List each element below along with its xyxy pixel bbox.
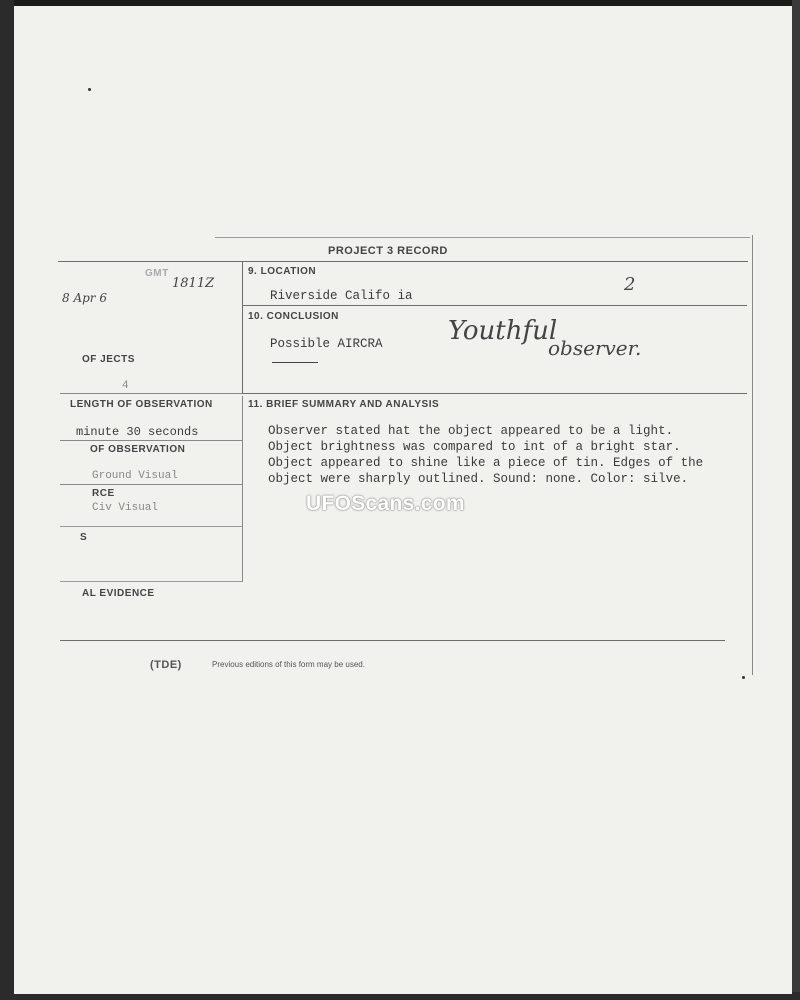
objects-label: OF JECTS xyxy=(82,354,135,365)
conclusion-handnote-1: Youthful xyxy=(448,316,558,346)
column-divider xyxy=(242,262,243,394)
date-time-label: GMT xyxy=(145,268,169,279)
type-label: OF OBSERVATION xyxy=(90,444,186,455)
type-value: Ground Visual xyxy=(92,470,178,482)
summary-line: Object brightness was compared to int of a bright star. xyxy=(268,440,681,454)
conclusion-rule xyxy=(242,393,747,394)
bottom-rule xyxy=(60,640,725,641)
length-value: minute 30 seconds xyxy=(76,425,199,439)
objects-value: 4 xyxy=(122,380,129,392)
watermark: UFOScans.com xyxy=(306,492,465,515)
length-label: LENGTH OF OBSERVATION xyxy=(70,399,213,410)
conclusion-label: 10. CONCLUSION xyxy=(248,311,339,322)
left-rule xyxy=(60,440,242,441)
speck xyxy=(742,676,745,679)
right-border xyxy=(752,235,753,675)
speck xyxy=(88,88,91,91)
summary-line: object were sharply outlined. Sound: none. Color: silve. xyxy=(268,472,689,486)
scan-edge-left xyxy=(0,0,14,1000)
time-value: 1811Z xyxy=(172,276,215,291)
conclusion-value: Possible AIRCRA xyxy=(270,337,383,351)
header-rule xyxy=(58,261,748,262)
source-label: RCE xyxy=(92,488,115,499)
left-rule xyxy=(60,526,242,527)
conclusion-handnote-2: observer. xyxy=(548,336,642,360)
top-rule xyxy=(215,237,750,238)
course-label: S xyxy=(80,532,88,543)
left-rule xyxy=(60,484,242,485)
summary-line: Observer stated hat the object appeared to be a light. xyxy=(268,424,674,438)
location-value: Riverside Califo ia xyxy=(270,289,413,303)
summary-label: 11. BRIEF SUMMARY AND ANALYSIS xyxy=(248,399,440,410)
location-handnote: 2 xyxy=(624,274,636,295)
column-divider-lower xyxy=(242,396,243,582)
source-value: Civ Visual xyxy=(92,502,159,514)
date-value: 8 Apr 6 xyxy=(62,291,107,305)
form-footer-note: Previous editions of this form may be used. xyxy=(212,660,365,669)
form-number: (TDE) xyxy=(150,659,182,671)
physical-evidence-label: AL EVIDENCE xyxy=(82,588,155,599)
location-label: 9. LOCATION xyxy=(248,266,317,277)
left-rule xyxy=(60,393,242,394)
left-rule xyxy=(60,581,242,582)
form-title: PROJECT 3 RECORD xyxy=(328,245,448,257)
location-rule xyxy=(242,305,747,306)
scan-edge-right xyxy=(792,0,800,1000)
underline-mark xyxy=(272,362,318,363)
summary-line: Object appeared to shine like a piece of tin. Edges of the xyxy=(268,456,704,470)
